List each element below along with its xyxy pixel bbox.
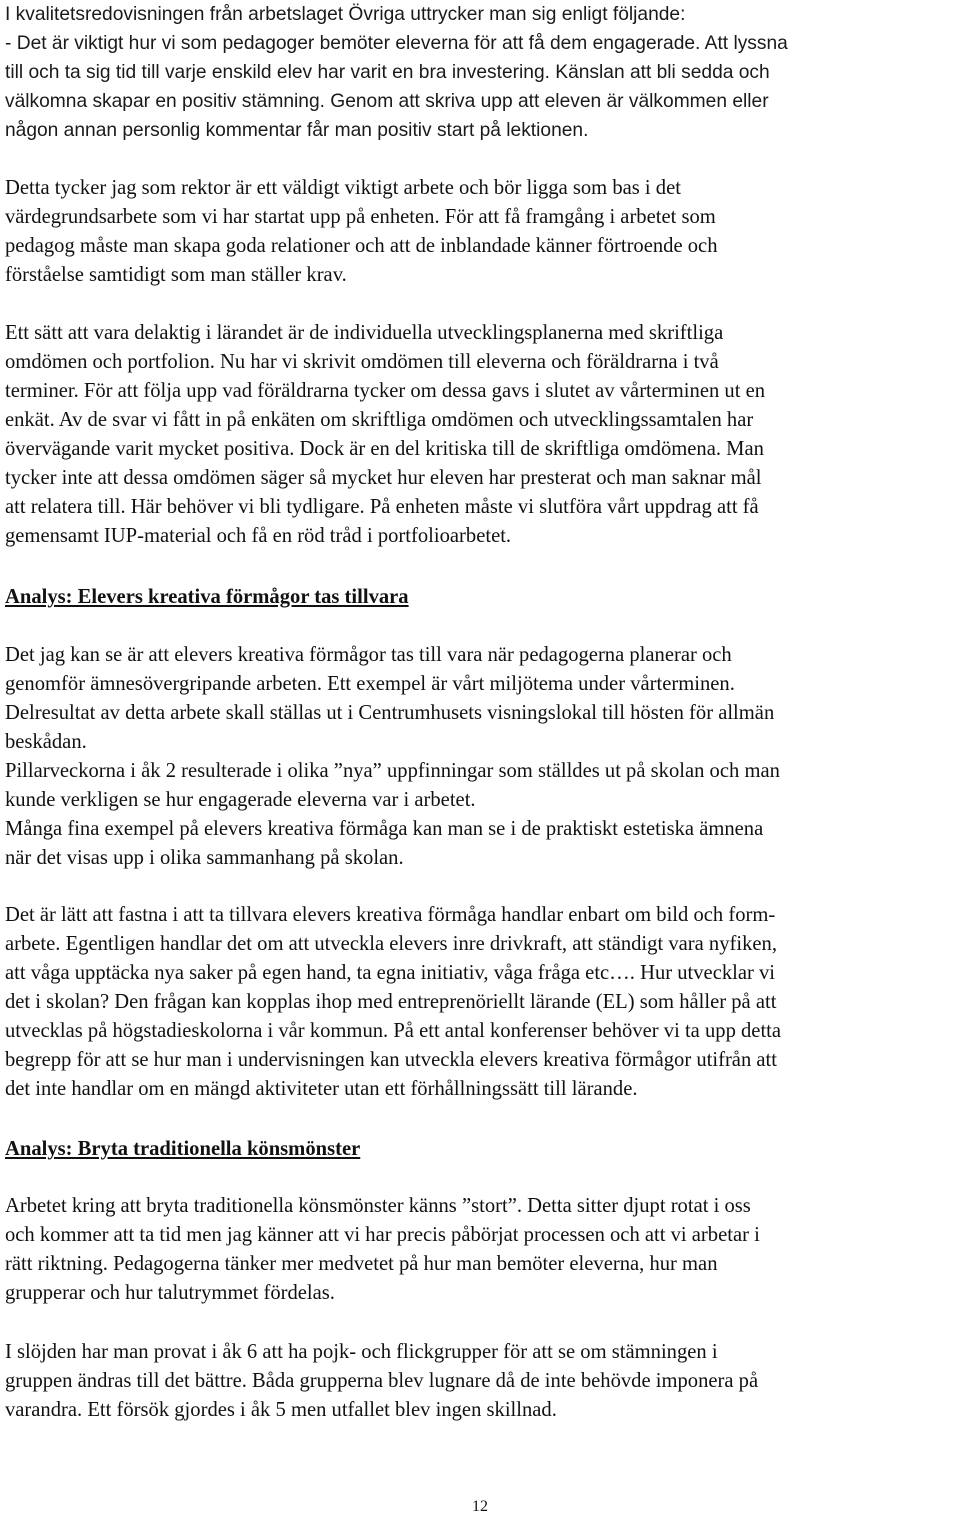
body-paragraph	[5, 174, 955, 290]
text-line: arbete. Egentligen handlar det om att utveckla elevers inre drivkraft, att ständigt vara nyfiken,	[5, 933, 777, 955]
text-line: gruppen ändras till det bättre. Båda grupperna blev lugnare då de inte behövde imponera på	[5, 1370, 759, 1392]
text-line: grupperar och hur talutrymmet fördelas.	[5, 1282, 335, 1304]
body-paragraph	[5, 641, 955, 873]
text-line: kunde verkligen se hur engagerade eleverna var i arbetet.	[5, 789, 476, 811]
body-paragraph	[5, 1338, 955, 1425]
text-line: gemensamt IUP-material och få en röd tråd i portfolioarbetet.	[5, 525, 512, 547]
text-line: övervägande varit mycket positiva. Dock är en del kritiska till de skriftliga omdömena. Man	[5, 438, 764, 460]
text-line: det i skolan? Den frågan kan kopplas ihop med entreprenöriellt lärande (EL) som håller på att	[5, 991, 777, 1013]
section-heading: Analys: Elevers kreativa förmågor tas tillvara	[5, 586, 409, 608]
text-line: att våga upptäcka nya saker på egen hand, ta egna initiativ, våga fråga etc…. Hur utvecklar vi	[5, 962, 776, 984]
text-line: Det jag kan se är att elevers kreativa förmågor tas till vara när pedagogerna planerar och	[5, 644, 732, 666]
text-line: välkomna skapar en positiv stämning. Genom att skriva upp att eleven är välkommen eller	[5, 91, 769, 112]
text-line: när det visas upp i olika sammanhang på skolan.	[5, 847, 404, 869]
body-paragraph	[5, 901, 955, 1104]
text-line: och kommer att ta tid men jag känner att vi har precis påbörjat processen och att vi arbetar i	[5, 1224, 760, 1246]
text-line: tycker inte att dessa omdömen säger så mycket hur eleven har presterat och man saknar mål	[5, 467, 762, 489]
page-number: 12	[472, 1498, 488, 1515]
text-line: Ett sätt att vara delaktig i lärandet är de individuella utvecklingsplanerna med skriftliga	[5, 322, 724, 344]
text-line: genomför ämnesövergripande arbeten. Ett exempel är vårt miljötema under vårterminen.	[5, 673, 735, 695]
text-line: Pillarveckorna i åk 2 resulterade i olika ”nya” uppfinningar som ställdes ut på skolan och man	[5, 760, 780, 782]
text-line: terminer. För att följa upp vad föräldrarna tycker om dessa gavs i slutet av vårterminen ut en	[5, 380, 766, 402]
text-line: till och ta sig tid till varje enskild elev har varit en bra investering. Känslan att bli sedda och	[5, 62, 770, 83]
text-line: pedagog måste man skapa goda relationer och att de inblandade känner förtroende och	[5, 235, 718, 257]
body-paragraph	[5, 1192, 955, 1308]
text-line: omdömen och portfolion. Nu har vi skrivit omdömen till eleverna och föräldrarna i två	[5, 351, 719, 373]
text-line: enkät. Av de svar vi fått in på enkäten om skriftliga omdömen och utvecklingssamtalen har	[5, 409, 754, 431]
text-line: Det är lätt att fastna i att ta tillvara elevers kreativa förmåga handlar enbart om bild och form-	[5, 904, 776, 926]
text-line: Detta tycker jag som rektor är ett väldigt viktigt arbete och bör ligga som bas i det	[5, 177, 681, 199]
text-line: - Det är viktigt hur vi som pedagoger bemöter eleverna för att få dem engagerade. Att lyssna	[5, 33, 788, 54]
body-paragraph	[5, 319, 955, 551]
section-heading: Analys: Bryta traditionella könsmönster	[5, 1138, 361, 1160]
text-line: Många fina exempel på elevers kreativa förmåga kan man se i de praktiskt estetiska ämnena	[5, 818, 764, 840]
text-line: Delresultat av detta arbete skall ställas ut i Centrumhusets visningslokal till hösten för allmän	[5, 702, 775, 724]
text-line: värdegrundsarbete som vi har startat upp på enheten. För att få framgång i arbetet som	[5, 206, 716, 228]
text-line: utvecklas på högstadieskolorna i vår kommun. På ett antal konferenser behöver vi ta upp detta	[5, 1020, 782, 1042]
text-line: någon annan personlig kommentar får man positiv start på lektionen.	[5, 120, 589, 141]
text-line: begrepp för att se hur man i undervisningen kan utveckla elevers kreativa förmågor utifrån att	[5, 1049, 777, 1071]
text-line: Arbetet kring att bryta traditionella könsmönster känns ”stort”. Detta sitter djupt rotat i oss	[5, 1195, 751, 1217]
intro-paragraph	[5, 0, 955, 145]
text-line: det inte handlar om en mängd aktiviteter utan ett förhållningssätt till lärande.	[5, 1078, 638, 1100]
text-line: rätt riktning. Pedagogerna tänker mer medvetet på hur man bemöter eleverna, hur man	[5, 1253, 718, 1275]
text-line: varandra. Ett försök gjordes i åk 5 men utfallet blev ingen skillnad.	[5, 1399, 557, 1421]
text-line: förståelse samtidigt som man ställer krav.	[5, 264, 347, 286]
text-line: I kvalitetsredovisningen från arbetslaget Övriga uttrycker man sig enligt följande:	[5, 4, 686, 25]
text-line: att relatera till. Här behöver vi bli tydligare. På enheten måste vi slutföra vårt uppdrag att få	[5, 496, 759, 518]
text-line: I slöjden har man provat i åk 6 att ha pojk- och flickgrupper för att se om stämningen i	[5, 1341, 718, 1363]
text-line: beskådan.	[5, 731, 87, 753]
